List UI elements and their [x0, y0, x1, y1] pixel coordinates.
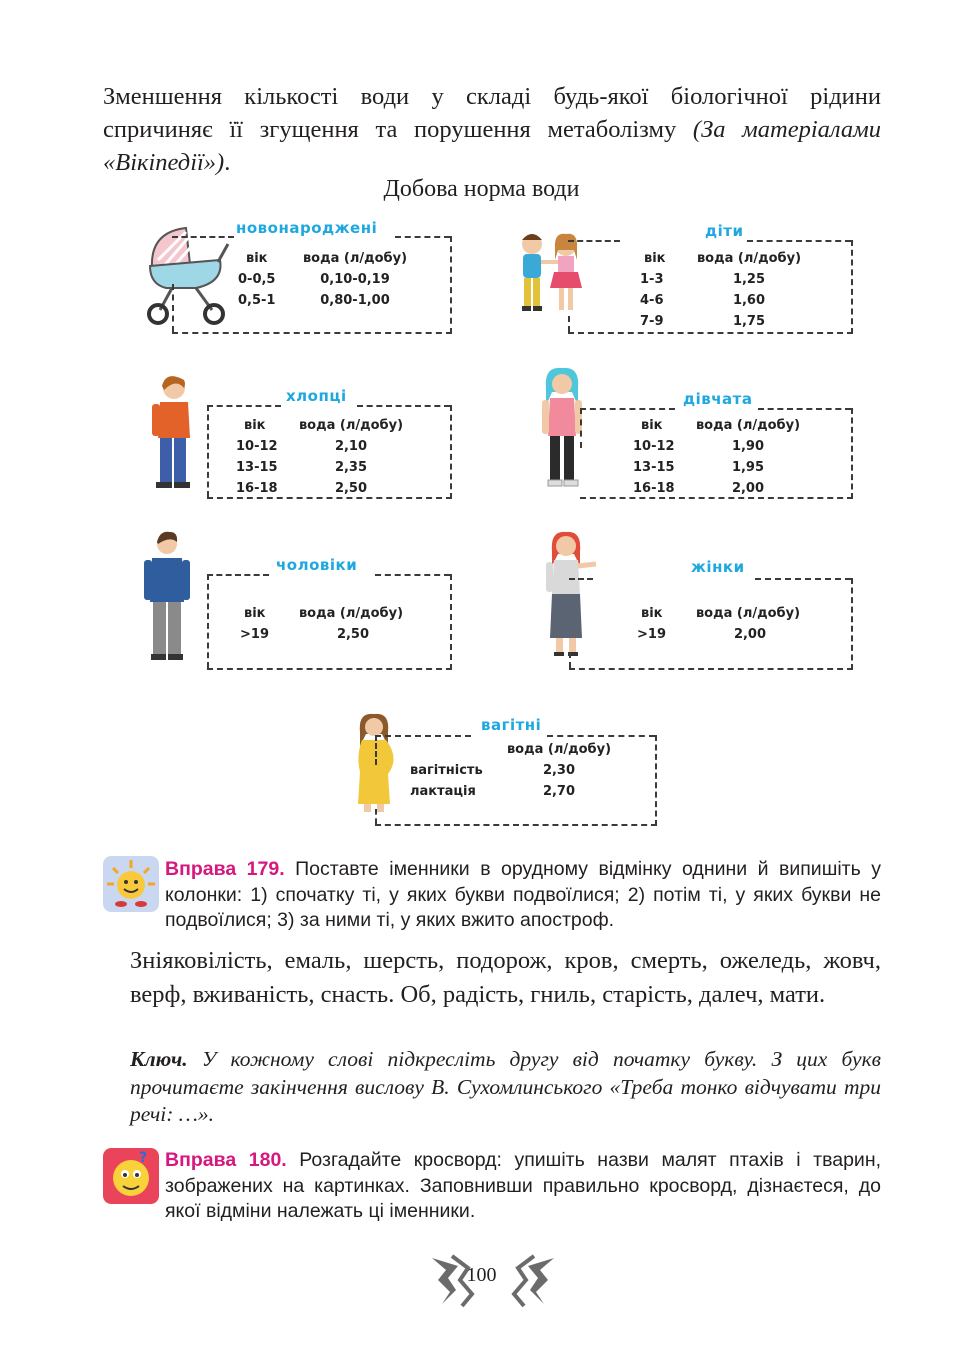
boy-illustration: [146, 372, 198, 492]
man-illustration: [140, 530, 194, 662]
exercise-180: [165, 1148, 881, 1225]
sun-character-icon: [103, 856, 159, 912]
pregnant-title: вагітні: [481, 716, 542, 734]
exercise-180-text: Розгадайте кросворд: упишіть назви малят птахів і тварин, зображених на картинках. Заповнивши правильно кросворд, дізнаєтеся, до якої відміни належать ці іменники.: [165, 1149, 882, 1222]
table-row: 0-0,5 0,10-0,19: [238, 272, 390, 287]
girl-illustration: [538, 366, 586, 490]
men-table: вік вода (л/добу) >19 2,50: [236, 603, 406, 645]
pregnant-table: вода (л/добу) вагітність 2,30 лактація 2,70: [410, 739, 614, 802]
table-row: 10-12 2,10: [236, 439, 368, 454]
children-table: вік вода (л/добу) 1-3 1,25 4-6 1,60 7-9 1,75: [640, 248, 804, 332]
page-number: 100: [466, 1264, 497, 1286]
exercise-179-text: Поставте іменники в орудному відмінку однини й випишіть у колонки: 1) спочатку ті, у яких букви подвоїлися; 2) потім ті, у яких букви не подвоїлися; 3) за ними ті, у яких вжито апостроф.: [165, 858, 882, 931]
intro-text: Зменшення кількості води у складі будь-якої біологічної рідини спричиняє її згущення та порушення метаболізму: [103, 83, 881, 143]
men-title: чоловіки: [276, 556, 358, 574]
table-row: >19 2,00: [637, 627, 767, 642]
table-row: 13-15 2,35: [236, 460, 368, 475]
table-row: 0,5-1 0,80-1,00: [238, 293, 390, 308]
exercise-179: [165, 857, 881, 934]
key-note: [130, 1046, 881, 1129]
right-ornament-icon: [510, 1250, 558, 1310]
newborns-table: [238, 248, 410, 311]
girls-title: дівчата: [683, 390, 753, 408]
intro-paragraph: [103, 80, 881, 179]
col-water-header: вода (л/добу): [302, 251, 408, 266]
table-row: 7-9 1,75: [640, 314, 766, 329]
key-label: Ключ.: [130, 1047, 188, 1071]
exercise-179-label: Вправа 179.: [165, 858, 285, 880]
boys-table: вік вода (л/добу) 10-12 2,10 13-15 2,35 16-18 2,50: [236, 415, 406, 499]
exercise-180-label: Вправа 180.: [165, 1149, 287, 1171]
key-text: У кожному слові підкресліть другу від початку букву. З цих букв прочитаєте закінчення вислову В. Сухомлинського «Треба тонко відчувати три речі: …».: [130, 1047, 881, 1126]
women-title: жінки: [691, 558, 745, 576]
intro-end: .: [224, 149, 231, 176]
infographic-title: Добова норма води: [383, 176, 580, 202]
thinking-face-icon: [103, 1148, 159, 1204]
table-row: 13-15 1,95: [633, 460, 765, 475]
table-row: 16-18 2,50: [236, 481, 368, 496]
table-row: лактація 2,70: [410, 784, 576, 799]
boys-title: хлопці: [286, 387, 347, 405]
women-table: вік вода (л/добу) >19 2,00: [633, 603, 803, 645]
word-list: Зніяковілість, емаль, шерсть, подорож, кров, смерть, ожеледь, жовч, верф, вживаність, снасть. Об, радість, гниль, старість, далеч, мати.: [130, 947, 881, 1008]
table-row: >19 2,50: [240, 627, 370, 642]
table-row: 1-3 1,25: [640, 272, 766, 287]
svg-text:?: ?: [139, 1150, 148, 1166]
girls-table: вік вода (л/добу) 10-12 1,90 13-15 1,95 16-18 2,00: [633, 415, 803, 499]
table-row: вагітність 2,30: [410, 763, 576, 778]
newborns-title: новонароджені: [236, 219, 378, 237]
intro-source: (За матеріалами «Вікіпедії»): [103, 116, 882, 176]
table-row: 4-6 1,60: [640, 293, 766, 308]
col-age-header: вік: [246, 251, 268, 266]
table-row: 10-12 1,90: [633, 439, 765, 454]
table-row: 16-18 2,00: [633, 481, 765, 496]
children-title: діти: [705, 222, 744, 240]
